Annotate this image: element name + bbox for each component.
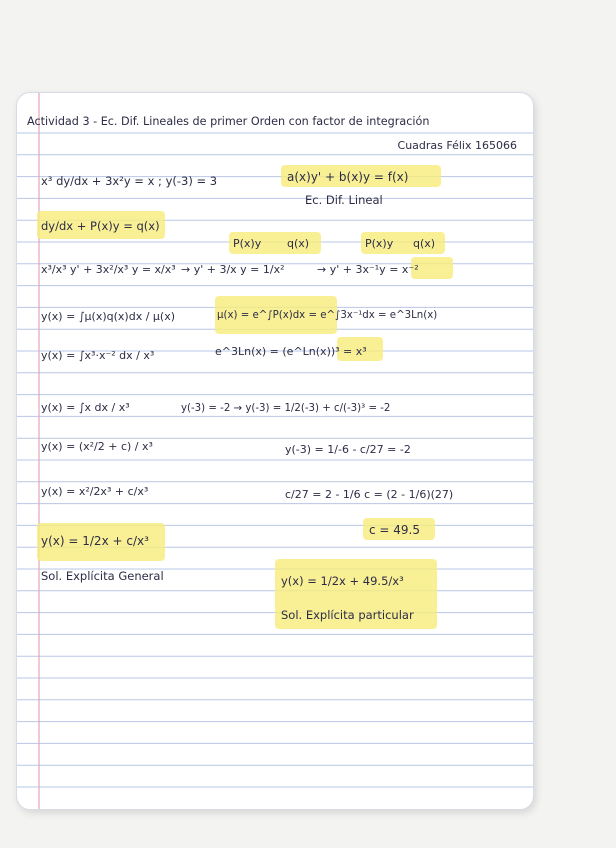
author-name: Cuadras Félix 165066 [397,139,517,152]
exponent-equation: → y' + 3x⁻¹y = x⁻² [317,263,419,276]
initial-condition: y(-3) = -2 → y(-3) = 1/2(-3) + c/(-3)³ = -2 [181,403,391,414]
substitution-step: y(x) = ∫x³·x⁻² dx / x³ [41,349,155,362]
page-title: Actividad 3 - Ec. Dif. Lineales de primer Orden con factor de integración [27,115,430,128]
ic-solve: c/27 = 2 - 1/6 c = (2 - 1/6)(27) [285,488,454,501]
simplified-integral: y(x) = ∫x dx / x³ [41,401,130,414]
reduced-equation: → y' + 3/x y = 1/x² [181,263,285,276]
particular-solution: y(x) = 1/2x + 49.5/x³ [281,574,404,588]
linear-form-label: Ec. Dif. Lineal [305,193,383,207]
solution-formula: y(x) = ∫μ(x)q(x)dx / μ(x) [41,310,175,323]
general-solution-label: Sol. Explícita General [41,569,164,583]
divided-equation: x³/x³ y' + 3x²/x³ y = x/x³ [41,263,176,276]
constant-value: c = 49.5 [369,523,420,537]
particular-solution-label: Sol. Explícita particular [281,608,414,622]
q-label-1: q(x) [287,237,310,250]
p-label-2: P(x)y [365,237,394,250]
ic-evaluated: y(-3) = 1/-6 - c/27 = -2 [285,443,411,456]
p-label-1: P(x)y [233,237,262,250]
standard-form: dy/dx + P(x)y = q(x) [41,219,160,233]
split-fraction: y(x) = x²/2x³ + c/x³ [41,485,149,498]
integrated-result: y(x) = (x²/2 + c) / x³ [41,440,153,453]
general-solution: y(x) = 1/2x + c/x³ [41,534,149,548]
notebook-page [16,92,534,810]
linear-form: a(x)y' + b(x)y = f(x) [287,170,409,184]
integrating-factor: μ(x) = e^∫P(x)dx = e^∫3x⁻¹dx = e^3Ln(x) [217,310,438,321]
ode-statement: x³ dy/dx + 3x²y = x ; y(-3) = 3 [41,174,218,188]
q-label-2: q(x) [413,237,436,250]
factor-simplified: e^3Ln(x) = (e^Ln(x))³ = x³ [215,345,367,358]
handwriting-layer [17,93,533,809]
